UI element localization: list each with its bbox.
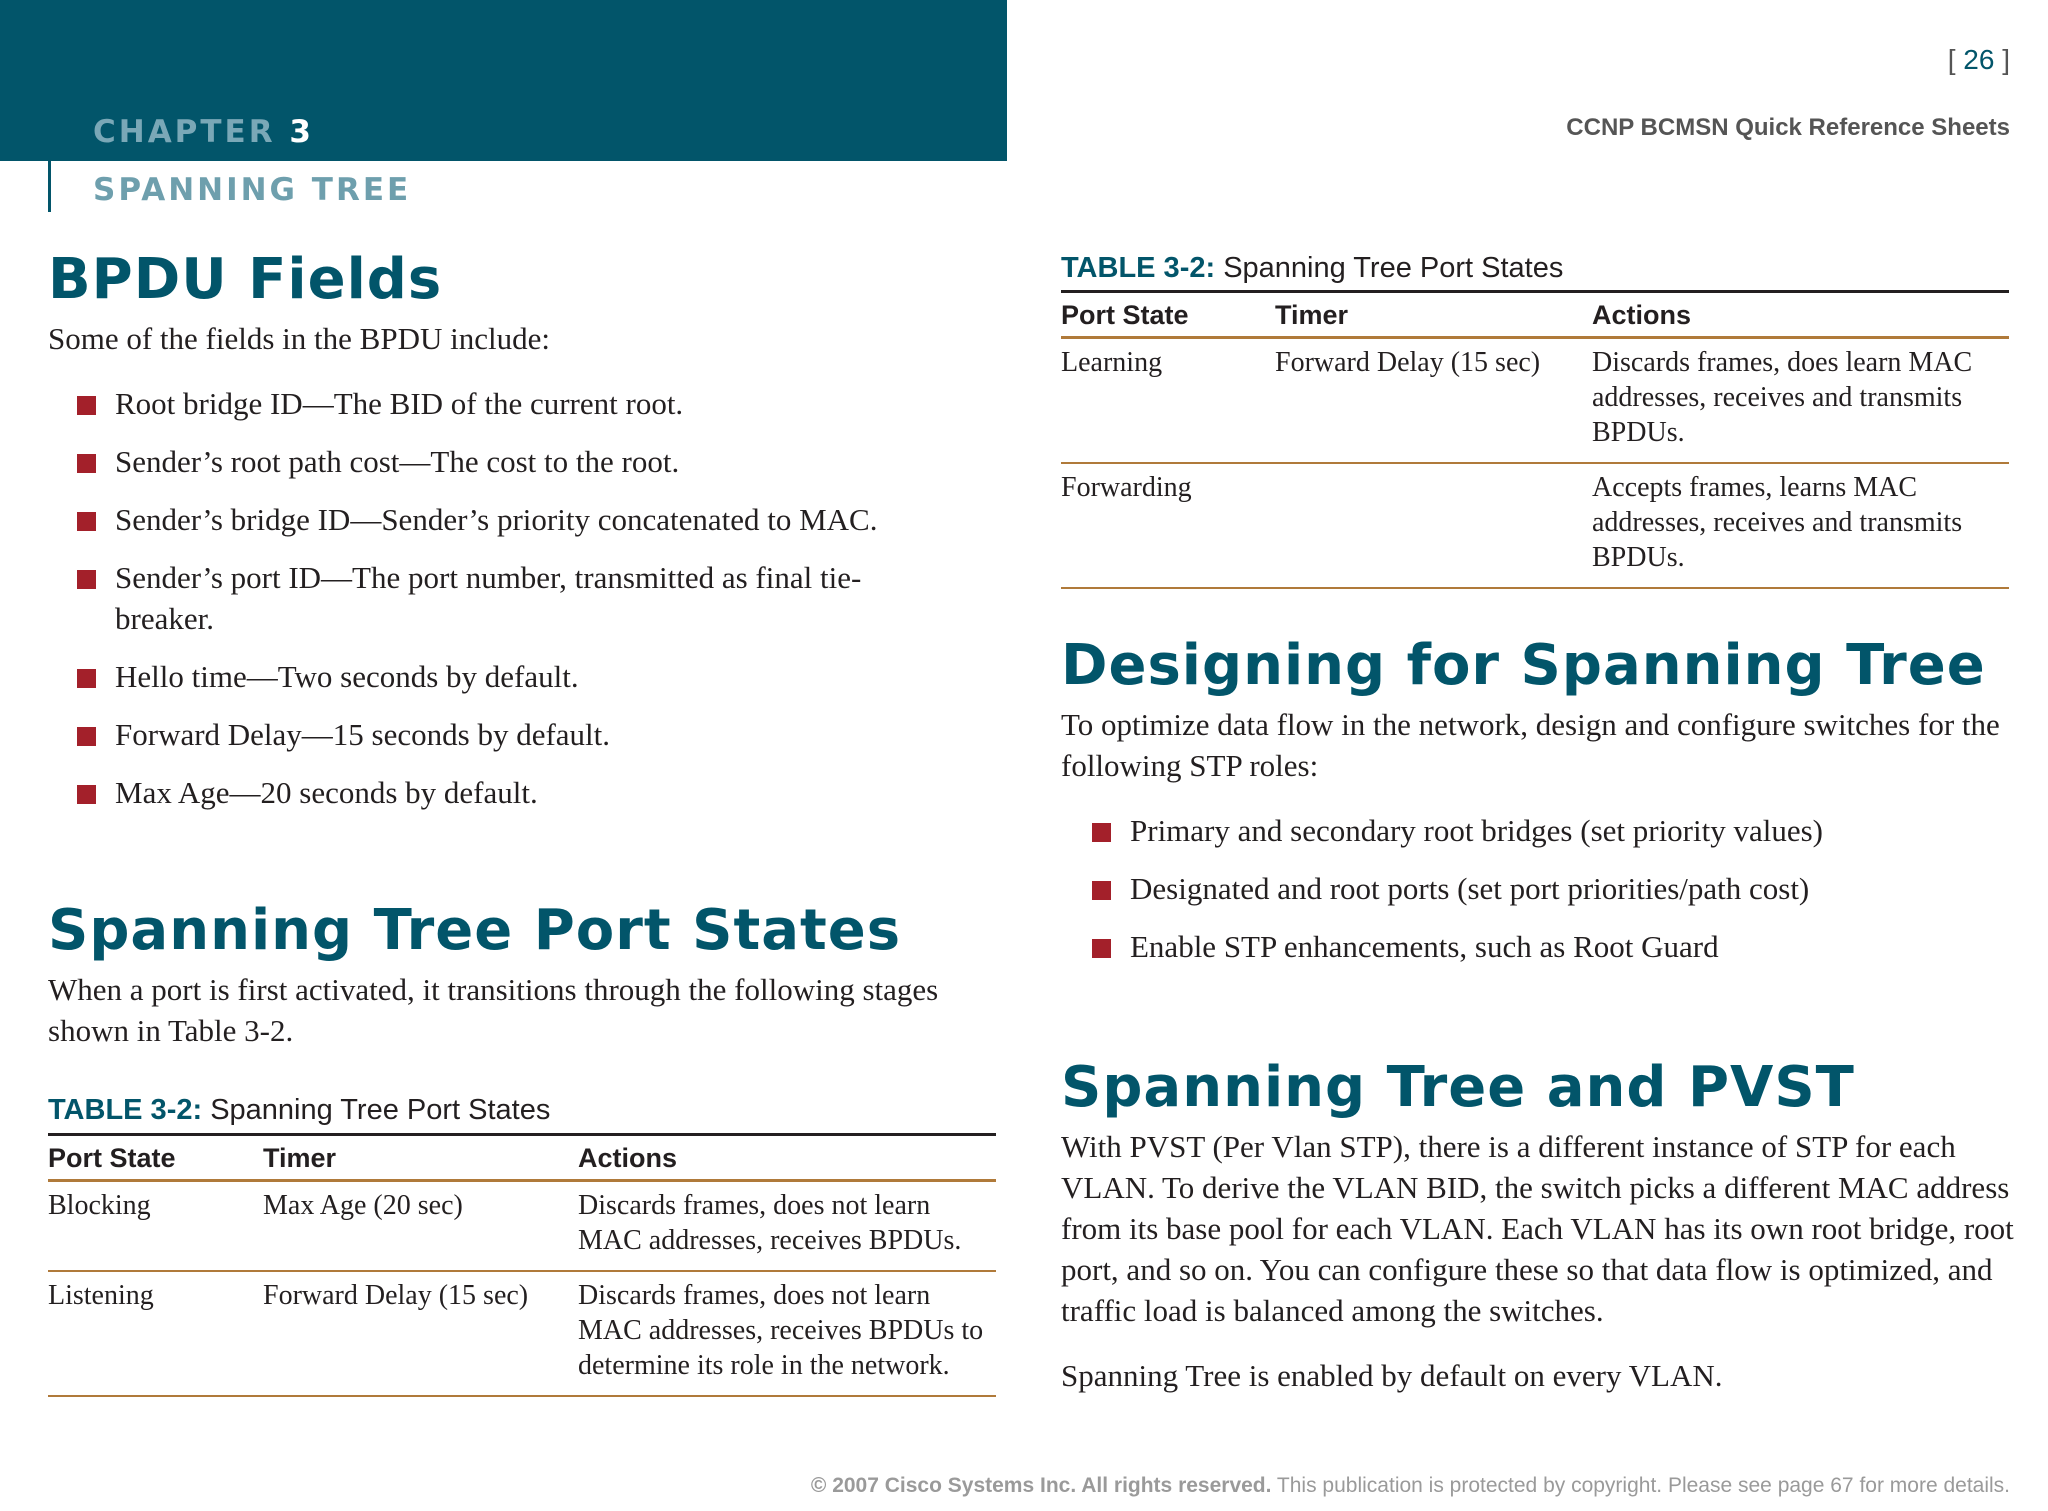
bullet-square-icon: [77, 669, 96, 688]
column-header: Actions: [578, 1135, 996, 1181]
copyright-footer: © 2007 Cisco Systems Inc. All rights reserved. This publication is protected by copyright. Please see page 67 for more details.: [810, 1474, 2010, 1497]
column-header: Port State: [1061, 292, 1275, 338]
list-item: Sender’s root path cost—The cost to the root.: [77, 441, 937, 482]
list-item: Primary and secondary root bridges (set priority values): [1092, 810, 2012, 851]
table-cell: Max Age (20 sec): [263, 1181, 578, 1272]
bpdu-fields-list: [77, 383, 937, 813]
port-states-heading: Spanning Tree Port States: [48, 898, 902, 963]
designing-heading: Designing for Spanning Tree: [1061, 633, 1986, 698]
table-cell: Forward Delay (15 sec): [1275, 338, 1592, 464]
bullet-square-icon: [1092, 939, 1111, 958]
bullet-square-icon: [77, 727, 96, 746]
table-cell: Forward Delay (15 sec): [263, 1271, 578, 1396]
table-row: [48, 1181, 996, 1272]
chapter-label: CHAPTER 3: [93, 114, 314, 150]
bullet-square-icon: [1092, 823, 1111, 842]
list-item: Sender’s bridge ID—Sender’s priority concatenated to MAC.: [77, 499, 937, 540]
pvst-heading: Spanning Tree and PVST: [1061, 1055, 1855, 1120]
list-item: Max Age—20 seconds by default.: [77, 772, 937, 813]
bullet-square-icon: [1092, 881, 1111, 900]
chapter-title: SPANNING TREE: [93, 172, 412, 208]
column-header: Timer: [263, 1135, 578, 1181]
bpdu-heading: BPDU Fields: [48, 247, 443, 312]
pvst-default-note: Spanning Tree is enabled by default on every VLAN.: [1061, 1358, 1723, 1393]
table-row: [48, 1271, 996, 1396]
bullet-square-icon: [77, 785, 96, 804]
list-item: Designated and root ports (set port priorities/path cost): [1092, 868, 2012, 909]
list-item: Sender’s port ID—The port number, transmitted as final tie-breaker.: [77, 557, 937, 639]
pvst-paragraph: With PVST (Per Vlan STP), there is a different instance of STP for each VLAN. To derive the VLAN BID, the switch picks a different MAC address from its base pool for each VLAN. Each VLAN has its own root bridge, root port, and so on. You can configure these so that data flow is optimized, and traffic load is balanced among the switches.: [1061, 1129, 2014, 1328]
bullet-square-icon: [77, 454, 96, 473]
chapter-side-rule: [48, 0, 51, 212]
port-states-table-left: [48, 1133, 996, 1397]
list-item: Root bridge ID—The BID of the current root.: [77, 383, 937, 424]
book-title: CCNP BCMSN Quick Reference Sheets: [1566, 114, 2010, 141]
bullet-square-icon: [77, 570, 96, 589]
table-cell: Accepts frames, learns MAC addresses, receives and transmits BPDUs.: [1592, 463, 2009, 588]
list-item: Enable STP enhancements, such as Root Guard: [1092, 926, 2012, 967]
designing-intro: To optimize data flow in the network, design and configure switches for the following STP roles:: [1061, 707, 2000, 783]
chapter-number: 3: [289, 114, 314, 150]
table-cell: Forwarding: [1061, 463, 1275, 588]
table-cell: Discards frames, does not learn MAC addresses, receives BPDUs to determine its role in the network.: [578, 1271, 996, 1396]
column-header: Timer: [1275, 292, 1592, 338]
table-cell: Discards frames, does not learn MAC addresses, receives BPDUs.: [578, 1181, 996, 1272]
table-cell: Discards frames, does learn MAC addresses, receives and transmits BPDUs.: [1592, 338, 2009, 464]
bullet-square-icon: [77, 512, 96, 531]
table-cell: Listening: [48, 1271, 263, 1396]
page-number: [ 26 ]: [1947, 44, 2010, 75]
table-cell: [1275, 463, 1592, 588]
port-states-table-right: [1061, 290, 2009, 589]
port-states-intro: When a port is first activated, it transitions through the following stages shown in Table 3-2.: [48, 972, 939, 1048]
designing-roles-list: [1092, 810, 2012, 967]
table-cell: Learning: [1061, 338, 1275, 464]
list-item: Hello time—Two seconds by default.: [77, 656, 937, 697]
table-row: [1061, 338, 2009, 464]
column-header: Actions: [1592, 292, 2009, 338]
table-right-caption: TABLE 3-2: Spanning Tree Port States: [1061, 252, 1564, 284]
list-item: Forward Delay—15 seconds by default.: [77, 714, 937, 755]
column-header: Port State: [48, 1135, 263, 1181]
table-cell: Blocking: [48, 1181, 263, 1272]
table-row: [1061, 463, 2009, 588]
bpdu-intro: Some of the fields in the BPDU include:: [48, 321, 550, 356]
table-left-caption: TABLE 3-2: Spanning Tree Port States: [48, 1094, 551, 1126]
bullet-square-icon: [77, 396, 96, 415]
